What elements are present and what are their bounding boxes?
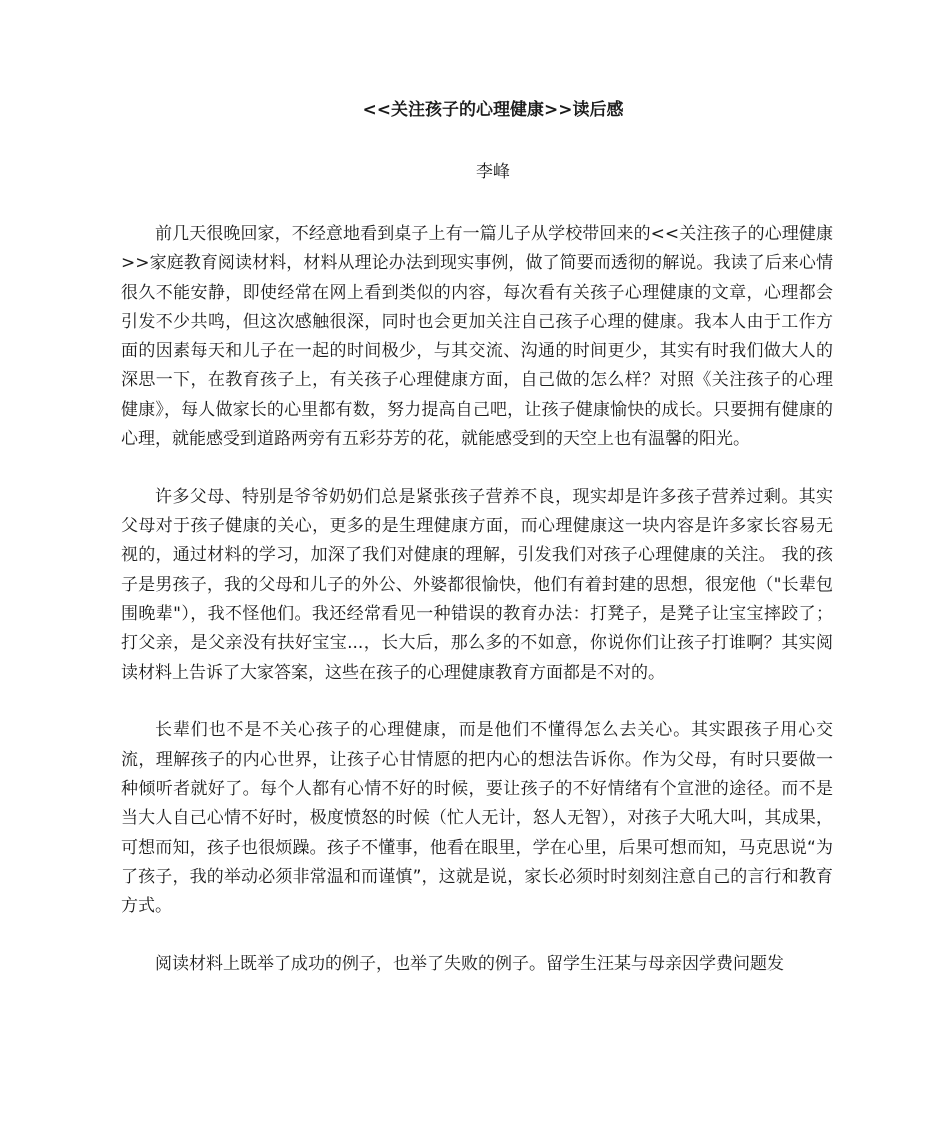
paragraph-4: 阅读材料上既举了成功的例子，也举了失败的例子。留学生汪某与母亲因学费问题发 — [155, 954, 784, 975]
document-author: 李峰 — [476, 162, 510, 182]
document-title: <<关注孩子的心理健康>>读后感 — [362, 100, 624, 120]
paragraph-3: 长辈们也不是不关心孩子的心理健康，而是他们不懂得怎么去关心。其实跟孩子用心交流，理解孩子的内心世界，让孩子心甘情愿的把内心的想法告诉你。作为父母，有时只要做一种倾听者就好了。每个人都有心情不好的时候，要让孩子的不好情绪有个宣泄的途径。而不是当大人自己心情不好时，极度愤怒的时候（忙人无计，怒人无智），对孩子大吼大叫，其成果，可想而知，孩子也很烦躁。孩子不懂事，他看在眼里，学在心里，后果可想而知，马克思说“为了孩子，我的举动必须非常温和而谨慎”，这就是说，家长必须时时刻刻注意自己的言行和教育方式。 — [121, 720, 833, 917]
paragraph-1: 前几天很晚回家，不经意地看到桌子上有一篇儿子从学校带回来的<<关注孩子的心理健康>>家庭教育阅读材料，材料从理论办法到现实事例，做了简要而透彻的解说。我读了后来心情很久不能安静，即使经常在网上看到类似的内容，每次看有关孩子心理健康的文章，心理都会引发不少共鸣，但这次感触很深，同时也会更加关注自己孩子心理的健康。我本人由于工作方面的因素每天和儿子在一起的时间极少，与其交流、沟通的时间更少，其实有时我们做大人的深思一下，在教育孩子上，有关孩子心理健康方面，自己做的怎么样？对照《关注孩子的心理健康》，每人做家长的心里都有数，努力提高自己吧，让孩子健康愉快的成长。只要拥有健康的心理，就能感受到道路两旁有五彩芬芳的花，就能感受到的天空上也有温馨的阳光。 — [121, 224, 833, 450]
document-body — [121, 220, 833, 1008]
paragraph-2: 许多父母、特别是爷爷奶奶们总是紧张孩子营养不良，现实却是许多孩子营养过剩。其实父母对于孩子健康的关心，更多的是生理健康方面，而心理健康这一块内容是许多家长容易无视的，通过材料的学习，加深了我们对健康的理解，引发我们对孩子心理健康的关注。 我的孩子是男孩子，我的父母和儿子的外公、外婆都很愉快，他们有着封建的思想，很宠他（"长辈包围晚辈"），我不怪他们。我还经常看见一种错误的教育办法：打凳子，是凳子让宝宝摔跤了；打父亲，是父亲没有扶好宝宝...，长大后，那么多的不如意，你说你们让孩子打谁啊？其实阅读材料上告诉了大家答案，这些在孩子的心理健康教育方面都是不对的。 — [121, 486, 833, 683]
